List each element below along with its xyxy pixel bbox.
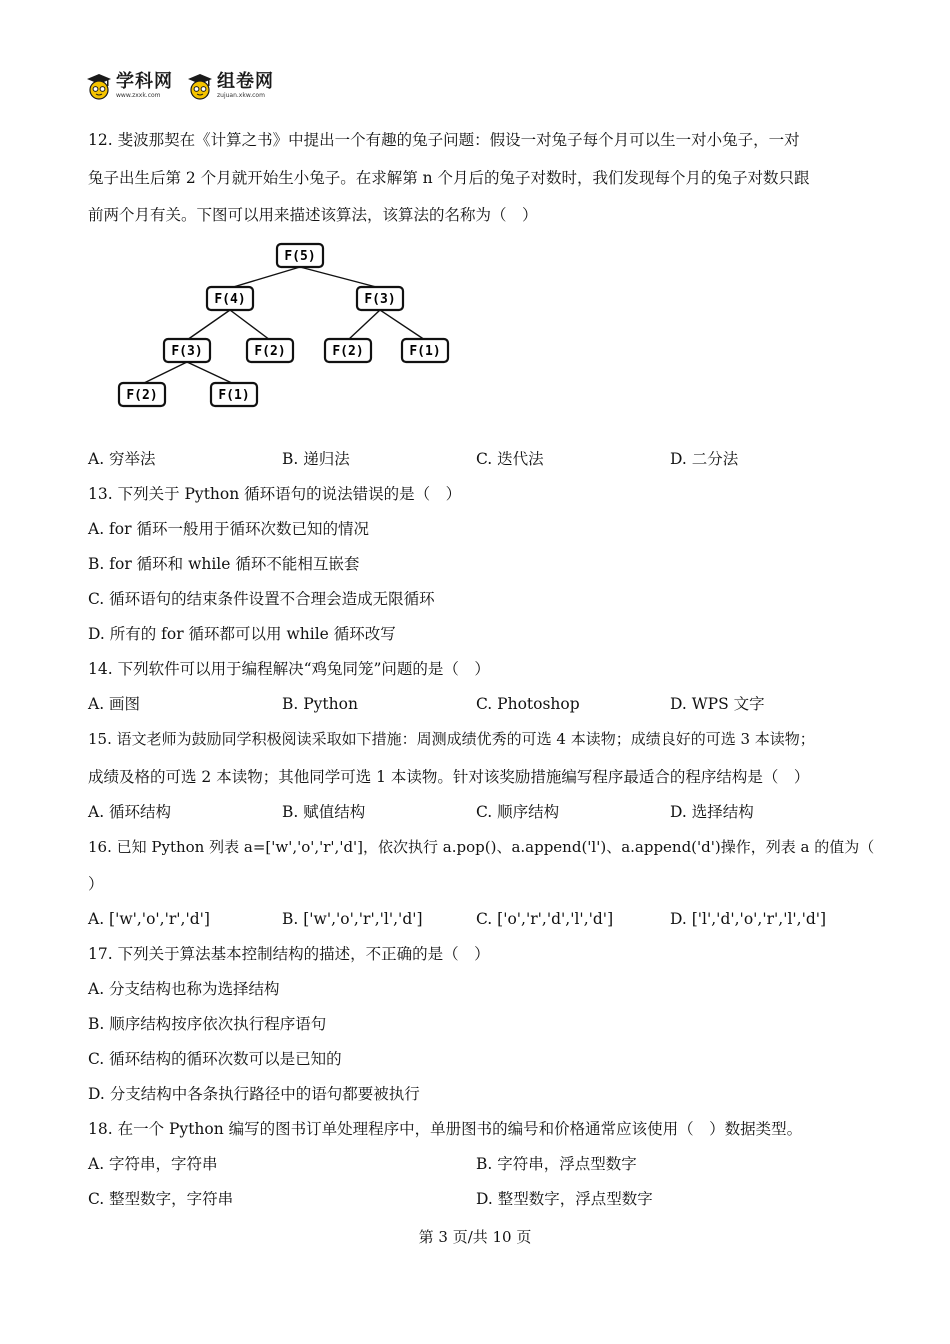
recursion-tree-diagram (112, 236, 462, 416)
q14-option-b[interactable]: B. Python (282, 695, 358, 713)
node-l2-d (402, 339, 448, 362)
q12-stem-line3: 前两个月有关。下图可以用来描述该算法，该算法的名称为（ ） (88, 206, 538, 224)
q13-stem: 13. 下列关于 Python 循环语句的说法错误的是（ ） (88, 485, 462, 503)
q15-option-b[interactable]: B. 赋值结构 (282, 803, 366, 821)
node-l2-b-label: F(2) (254, 344, 286, 359)
q13-option-d[interactable]: D. 所有的 for 循环都可以用 while 循环改写 (88, 625, 396, 643)
q15-option-c[interactable]: C. 顺序结构 (476, 803, 560, 821)
q18-option-d[interactable]: D. 整型数字，浮点型数字 (476, 1190, 653, 1208)
logo2-url: zujuan.xkw.com (217, 92, 265, 99)
q17-option-b[interactable]: B. 顺序结构按序依次执行程序语句 (88, 1015, 327, 1033)
edge-root-right (300, 267, 380, 288)
q15-stem-line2: 成绩及格的可选 2 本读物；其他同学可选 1 本读物。针对该奖励措施编写程序最适合的程序结构是（ ） (88, 768, 810, 786)
node-root (277, 244, 323, 267)
node-l3-a (119, 383, 165, 406)
q12-option-d[interactable]: D. 二分法 (670, 450, 739, 468)
q16-option-a[interactable]: A. ['w','o','r','d'] (88, 910, 210, 928)
q17-option-c[interactable]: C. 循环结构的循环次数可以是已知的 (88, 1050, 342, 1068)
edge-f3-f2 (348, 310, 380, 340)
node-l1-right-label: F(3) (364, 292, 396, 307)
q14-option-a[interactable]: A. 画图 (88, 695, 141, 713)
edge-f3b-f2 (142, 362, 187, 384)
q12-stem-line1: 12. 斐波那契在《计算之书》中提出一个有趣的兔子问题：假设一对兔子每个月可以生一对小兔子，一对 (88, 131, 800, 149)
q18-option-b[interactable]: B. 字符串，浮点型数字 (476, 1155, 637, 1173)
node-l2-a (164, 339, 210, 362)
node-l2-c-label: F(2) (332, 344, 364, 359)
q12-stem-line2: 兔子出生后第 2 个月就开始生小兔子。在求解第 n 个月后的兔子对数时，我们发现每个月的兔子对数只跟 (88, 169, 810, 187)
node-l1-left (207, 287, 253, 310)
q15-option-a[interactable]: A. 循环结构 (88, 803, 172, 821)
q15-option-d[interactable]: D. 选择结构 (670, 803, 754, 821)
node-l3-b (211, 383, 257, 406)
q16-stem-line2: ） (88, 875, 104, 893)
mascot-icon (86, 72, 112, 100)
q16-option-d[interactable]: D. ['l','d','o','r','l','d'] (670, 910, 827, 928)
q14-stem: 14. 下列软件可以用于编程解决“鸡兔同笼”问题的是（ ） (88, 660, 490, 678)
node-l2-c (325, 339, 371, 362)
node-root-label: F(5) (284, 249, 316, 264)
q16-stem-line1: 16. 已知 Python 列表 a=['w','o','r','d']，依次执行 a.pop()、a.append('l')、a.append('d')操作，列表 a 的值为（ (88, 838, 875, 856)
page-number: 第 3 页/共 10 页 (418, 1228, 532, 1246)
q14-option-d[interactable]: D. WPS 文字 (670, 695, 765, 713)
logo-zujuanwang[interactable] (187, 72, 274, 100)
q17-option-d[interactable]: D. 分支结构中各条执行路径中的语句都要被执行 (88, 1085, 420, 1103)
q18-option-a[interactable]: A. 字符串，字符串 (88, 1155, 218, 1173)
tree-edges (142, 267, 425, 384)
q12-option-c[interactable]: C. 迭代法 (476, 450, 544, 468)
q12-option-b[interactable]: B. 递归法 (282, 450, 350, 468)
logo-xuekewang[interactable] (86, 72, 173, 100)
node-l2-b (247, 339, 293, 362)
node-l2-a-label: F(3) (171, 344, 203, 359)
q17-stem: 17. 下列关于算法基本控制结构的描述，不正确的是（ ） (88, 945, 490, 963)
q12-option-a[interactable]: A. 穷举法 (88, 450, 156, 468)
mascot-icon (187, 72, 213, 100)
node-l2-d-label: F(1) (409, 344, 441, 359)
node-l3-a-label: F(2) (126, 388, 158, 403)
q13-option-a[interactable]: A. for 循环一般用于循环次数已知的情况 (88, 520, 369, 538)
q15-stem-line1: 15. 语文老师为鼓励同学积极阅读采取如下措施：周测成绩优秀的可选 4 本读物；成绩良好的可选 3 本读物； (88, 730, 815, 748)
q16-option-c[interactable]: C. ['o','r','d','l','d'] (476, 910, 614, 928)
tree-nodes (119, 244, 448, 406)
q16-option-b[interactable]: B. ['w','o','r','l','d'] (282, 910, 423, 928)
q17-option-a[interactable]: A. 分支结构也称为选择结构 (88, 980, 280, 998)
edge-f4-f2 (230, 310, 270, 340)
edge-root-left (230, 267, 300, 288)
logo2-name: 组卷网 (217, 71, 274, 92)
node-l1-left-label: F(4) (214, 292, 246, 307)
logo1-name: 学科网 (116, 71, 173, 92)
logo1-url: www.zxxk.com (116, 92, 161, 99)
node-l1-right (357, 287, 403, 310)
edge-f3b-f1 (187, 362, 234, 384)
node-l3-b-label: F(1) (218, 388, 250, 403)
q18-option-c[interactable]: C. 整型数字，字符串 (88, 1190, 234, 1208)
q13-option-b[interactable]: B. for 循环和 while 循环不能相互嵌套 (88, 555, 360, 573)
edge-f3-f1 (380, 310, 425, 340)
q14-option-c[interactable]: C. Photoshop (476, 695, 580, 713)
edge-f4-f3 (187, 310, 230, 340)
header-logos (86, 72, 274, 100)
q18-stem: 18. 在一个 Python 编写的图书订单处理程序中，单册图书的编号和价格通常应该使用（ ）数据类型。 (88, 1120, 803, 1138)
q13-option-c[interactable]: C. 循环语句的结束条件设置不合理会造成无限循环 (88, 590, 435, 608)
